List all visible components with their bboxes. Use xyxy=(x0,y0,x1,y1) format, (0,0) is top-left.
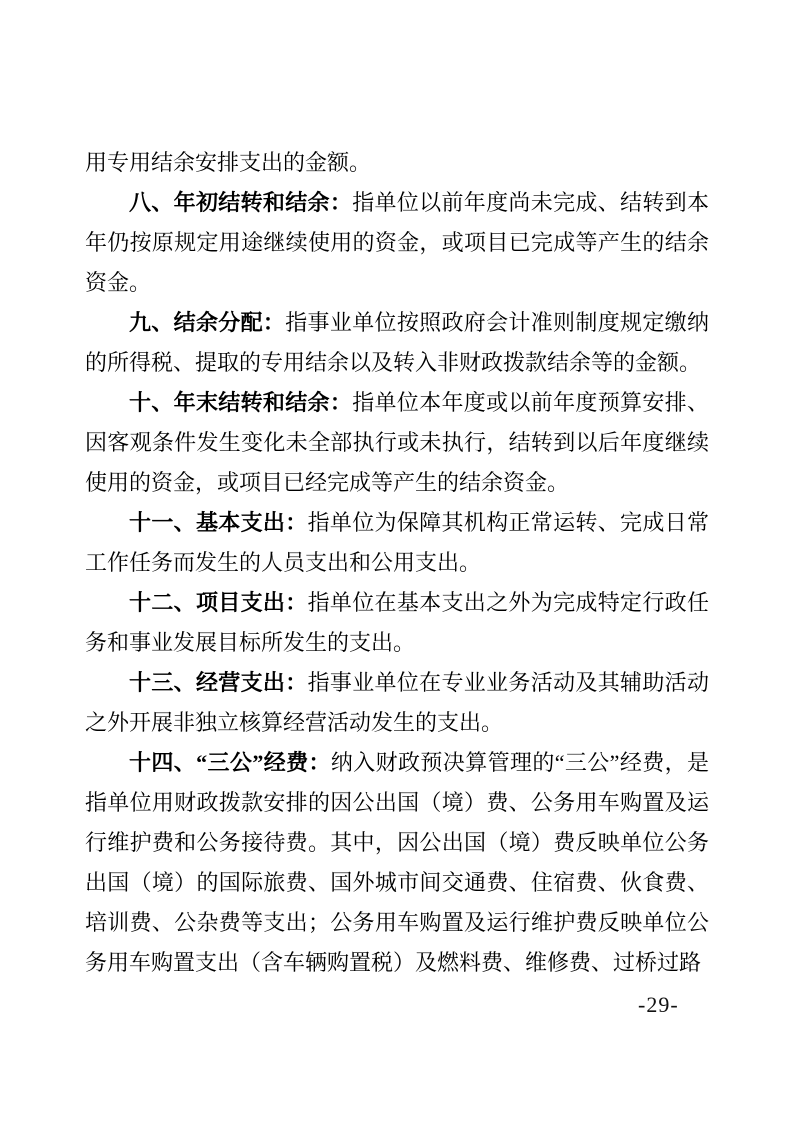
term-definition: 指单位在基本支出之外为完成特定行政任务和事业发展目标所发生的支出。 xyxy=(85,590,709,655)
paragraph xyxy=(85,383,709,503)
paragraph xyxy=(85,743,709,983)
term-heading: 十二、项目支出： xyxy=(129,590,308,615)
paragraph xyxy=(85,503,709,583)
term-definition: 指事业单位在专业业务活动及其辅助活动之外开展非独立核算经营活动发生的支出。 xyxy=(85,670,709,735)
term-heading: 九、结余分配： xyxy=(129,310,286,335)
paragraph xyxy=(85,663,709,743)
term-definition: 指单位为保障其机构正常运转、完成日常工作任务而发生的人员支出和公用支出。 xyxy=(85,510,709,575)
term-heading: 十四、“三公”经费： xyxy=(129,750,331,775)
paragraph xyxy=(85,583,709,663)
term-definition: 指事业单位按照政府会计准则制度规定缴纳的所得税、提取的专用结余以及转入非财政拨款结余等的金额。 xyxy=(85,310,709,375)
term-heading: 十、年末结转和结余： xyxy=(129,390,353,415)
term-definition: 纳入财政预决算管理的“三公”经费，是指单位用财政拨款安排的因公出国（境）费、公务用车购置及运行维护费和公务接待费。其中，因公出国（境）费反映单位公务出国（境）的国际旅费、国外城市间交通费、住宿费、伙食费、培训费、公杂费等支出；公务用车购置及运行维护费反映单位公务用车购置支出（含车辆购置税）及燃料费、维修费、过桥过路 xyxy=(85,750,709,975)
term-heading: 十一、基本支出： xyxy=(129,510,308,535)
term-heading: 十三、经营支出： xyxy=(129,670,308,695)
paragraph xyxy=(85,183,709,303)
term-definition: 指单位以前年度尚未完成、结转到本年仍按原规定用途继续使用的资金，或项目已完成等产生的结余资金。 xyxy=(85,190,709,295)
page-number: -29- xyxy=(638,992,679,1017)
term-definition: 指单位本年度或以前年度预算安排、因客观条件发生变化未全部执行或未执行，结转到以后年度继续使用的资金，或项目已经完成等产生的结余资金。 xyxy=(85,390,709,495)
document-body xyxy=(85,143,709,983)
term-heading: 八、年初结转和结余： xyxy=(129,190,353,215)
paragraph xyxy=(85,143,709,183)
paragraph xyxy=(85,303,709,383)
term-definition: 用专用结余安排支出的金额。 xyxy=(85,150,372,175)
